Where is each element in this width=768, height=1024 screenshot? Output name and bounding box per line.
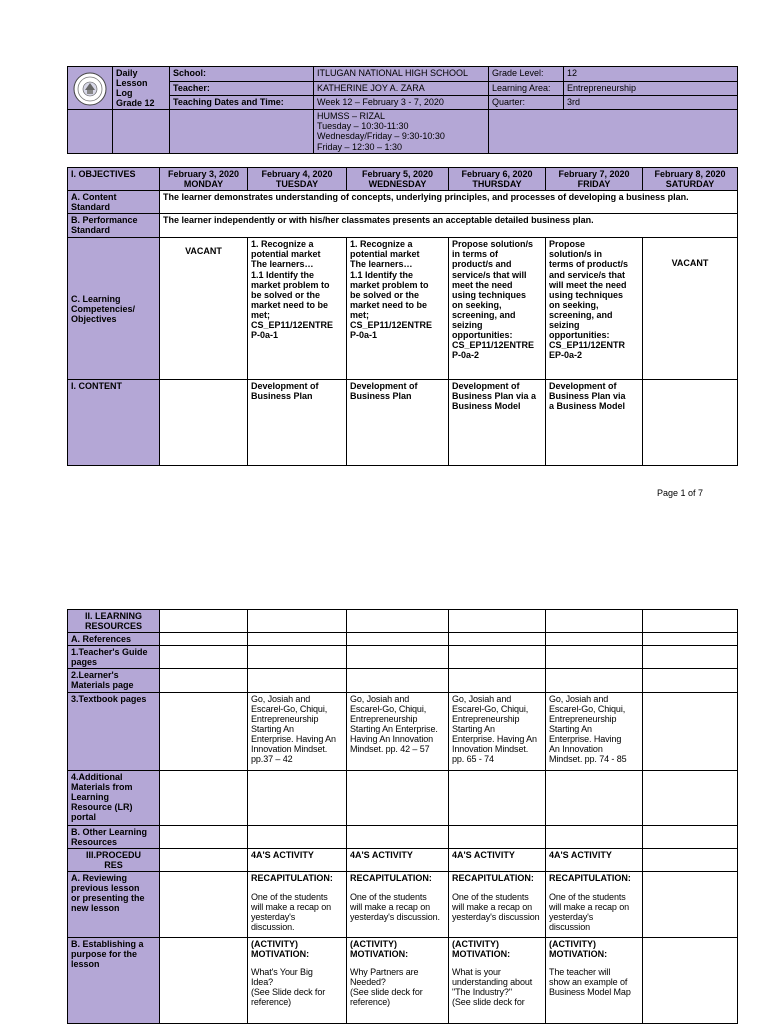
empty-cell xyxy=(248,610,347,633)
empty-cell xyxy=(347,646,449,669)
empty-cell xyxy=(546,633,643,646)
schedule-cell: HUMSS – RIZAL Tuesday – 10:30-11:30 Wednesday/Friday – 9:30-10:30 Friday – 12:30 – 1:30 xyxy=(314,110,489,154)
day-header-tuesday: February 4, 2020 TUESDAY xyxy=(248,168,347,191)
content-standard-label: A. Content Standard xyxy=(68,191,160,214)
teacher-value: KATHERINE JOY A. ZARA xyxy=(314,82,489,96)
textbook-wednesday: Go, Josiah and Escarel-Go, Chiqui, Entrepreneurship Starting An Enterprise. Having An Innovation Mindset. pp. 42 – 57 xyxy=(347,692,449,770)
day-header-saturday: February 8, 2020 SATURDAY xyxy=(643,168,738,191)
competency-friday: Propose solution/s in terms of product/s and service/s that will meet the need using techniques on seeking, screening, and seizing opportunities: CS_EP11/12ENTR EP-0a-2 xyxy=(546,238,643,380)
resources-heading: II. LEARNING RESOURCES xyxy=(68,610,160,633)
objectives-table xyxy=(67,167,738,466)
motivation-text: The teacher will show an example of Business Model Map xyxy=(549,967,631,998)
performance-standard-label: B. Performance Standard xyxy=(68,214,160,238)
learning-area-label: Learning Area: xyxy=(489,82,564,96)
content-label: I. CONTENT xyxy=(68,380,160,466)
textbook-friday: Go, Josiah and Escarel-Go, Chiqui, Entrepreneurship Starting An Enterprise. Having An Innovation Mindset. pp. 74 - 85 xyxy=(546,692,643,770)
empty-cell xyxy=(546,646,643,669)
performance-standard-text: The learner independently or with his/her classmates presents an acceptable detailed business plan. xyxy=(160,214,738,238)
empty-cell xyxy=(449,633,546,646)
activity-tuesday: 4A'S ACTIVITY xyxy=(248,848,347,871)
activity-friday: 4A'S ACTIVITY xyxy=(546,848,643,871)
activity-saturday xyxy=(643,848,738,871)
textbook-tuesday: Go, Josiah and Escarel-Go, Chiqui, Entrepreneurship Starting An Enterprise. Having An Innovation Mindset. pp.37 – 42 xyxy=(248,692,347,770)
content-saturday xyxy=(643,380,738,466)
empty-cell xyxy=(347,633,449,646)
empty-cell xyxy=(643,770,738,825)
empty-cell xyxy=(546,825,643,848)
content-wednesday: Development of Business Plan xyxy=(347,380,449,466)
motivation-tuesday xyxy=(248,937,347,1023)
quarter-label: Quarter: xyxy=(489,96,564,110)
school-label: School: xyxy=(170,67,314,82)
motivation-title: (ACTIVITY) MOTIVATION: xyxy=(350,938,409,959)
dll-title: Daily Lesson Log Grade 12 xyxy=(113,67,170,110)
dates-label: Teaching Dates and Time: xyxy=(170,96,314,110)
establishing-label: B. Establishing a purpose for the lesson xyxy=(68,937,160,1023)
empty-cell xyxy=(248,646,347,669)
recap-saturday xyxy=(643,871,738,937)
motivation-title: (ACTIVITY) MOTIVATION: xyxy=(452,938,511,959)
competency-monday: VACANT xyxy=(160,238,248,380)
empty-cell xyxy=(160,770,248,825)
recap-text: One of the students will make a recap on yesterday's discussion xyxy=(452,891,540,923)
empty-cell xyxy=(68,110,113,154)
recap-text: One of the students will make a recap on yesterday's discussion xyxy=(549,891,630,933)
day-header-monday: February 3, 2020 MONDAY xyxy=(160,168,248,191)
empty-cell xyxy=(160,633,248,646)
grade-label: Grade Level: xyxy=(489,67,564,82)
textbook-thursday: Go, Josiah and Escarel-Go, Chiqui, Entrepreneurship Starting An Enterprise. Having An Innovation Mindset. pp. 65 - 74 xyxy=(449,692,546,770)
empty-cell xyxy=(546,610,643,633)
empty-cell xyxy=(160,825,248,848)
additional-materials-label: 4.Additional Materials from Learning Resource (LR) portal xyxy=(68,770,160,825)
other-resources-label: B. Other Learning Resources xyxy=(68,825,160,848)
day-header-thursday: February 6, 2020 THURSDAY xyxy=(449,168,546,191)
objectives-heading: I. OBJECTIVES xyxy=(68,168,160,191)
empty-cell xyxy=(160,646,248,669)
empty-cell xyxy=(643,646,738,669)
content-standard-text: The learner demonstrates understanding of concepts, underlying principles, and processes of developing a business plan. xyxy=(160,191,738,214)
motivation-thursday xyxy=(449,937,546,1023)
content-tuesday: Development of Business Plan xyxy=(248,380,347,466)
motivation-monday xyxy=(160,937,248,1023)
teacher-label: Teacher: xyxy=(170,82,314,96)
recap-thursday xyxy=(449,871,546,937)
empty-cell xyxy=(449,669,546,692)
empty-cell xyxy=(248,669,347,692)
day-header-wednesday: February 5, 2020 WEDNESDAY xyxy=(347,168,449,191)
recap-monday xyxy=(160,871,248,937)
recap-title: RECAPITULATION: xyxy=(350,872,432,883)
empty-cell xyxy=(347,669,449,692)
empty-cell xyxy=(248,633,347,646)
content-friday: Development of Business Plan via a Business Model xyxy=(546,380,643,466)
recap-title: RECAPITULATION: xyxy=(251,872,333,883)
recap-friday xyxy=(546,871,643,937)
competency-wednesday: 1. Recognize a potential market The learners… 1.1 Identify the market problem to be solved or the market need to be met; CS_EP11/12ENTRE P-0a-1 xyxy=(347,238,449,380)
empty-cell xyxy=(643,610,738,633)
references-label: A. References xyxy=(68,633,160,646)
teachers-guide-label: 1.Teacher's Guide pages xyxy=(68,646,160,669)
empty-cell xyxy=(248,825,347,848)
school-value: ITLUGAN NATIONAL HIGH SCHOOL xyxy=(314,67,489,82)
competency-thursday: Propose solution/s in terms of product/s and service/s that will meet the need using techniques on seeking, screening, and seizing opportunities: CS_EP11/12ENTRE P-0a-2 xyxy=(449,238,546,380)
empty-cell xyxy=(347,610,449,633)
deped-seal-icon xyxy=(73,72,107,106)
textbook-label: 3.Textbook pages xyxy=(68,692,160,770)
motivation-text: What's Your Big Idea? (See Slide deck for reference) xyxy=(251,967,326,1008)
recap-title: RECAPITULATION: xyxy=(549,872,631,883)
motivation-saturday xyxy=(643,937,738,1023)
empty-cell xyxy=(449,646,546,669)
quarter-value: 3rd xyxy=(564,96,738,110)
procedures-heading: III.PROCEDU RES xyxy=(68,848,160,871)
recap-title: RECAPITULATION: xyxy=(452,872,534,883)
competency-saturday: VACANT xyxy=(643,238,738,380)
empty-cell xyxy=(643,633,738,646)
empty-cell xyxy=(160,669,248,692)
motivation-friday xyxy=(546,937,643,1023)
activity-monday xyxy=(160,848,248,871)
motivation-text: What is your understanding about "The Industry?" (See slide deck for xyxy=(452,967,533,1008)
textbook-saturday xyxy=(643,692,738,770)
reviewing-label: A. Reviewing previous lesson or presenting the new lesson xyxy=(68,871,160,937)
empty-cell xyxy=(449,770,546,825)
activity-thursday: 4A'S ACTIVITY xyxy=(449,848,546,871)
header-table xyxy=(67,66,738,154)
textbook-monday xyxy=(160,692,248,770)
dates-value: Week 12 – February 3 - 7, 2020 xyxy=(314,96,489,110)
empty-cell xyxy=(643,669,738,692)
empty-cell xyxy=(347,770,449,825)
motivation-title: (ACTIVITY) MOTIVATION: xyxy=(549,938,608,959)
motivation-text: Why Partners are Needed? (See slide deck for reference) xyxy=(350,967,423,1008)
empty-cell xyxy=(643,825,738,848)
recap-text: One of the students will make a recap on yesterday's discussion. xyxy=(350,891,440,923)
competency-tuesday: 1. Recognize a potential market The learners… 1.1 Identify the market problem to be solved or the market need to be met; CS_EP11/12ENTRE P-0a-1 xyxy=(248,238,347,380)
activity-wednesday: 4A'S ACTIVITY xyxy=(347,848,449,871)
grade-value: 12 xyxy=(564,67,738,82)
resources-table xyxy=(67,609,738,1024)
empty-cell xyxy=(546,770,643,825)
content-monday xyxy=(160,380,248,466)
day-header-friday: February 7, 2020 FRIDAY xyxy=(546,168,643,191)
competencies-label: C. Learning Competencies/ Objectives xyxy=(68,238,160,380)
content-thursday: Development of Business Plan via a Business Model xyxy=(449,380,546,466)
page-number: Page 1 of 7 xyxy=(657,488,704,498)
empty-cell xyxy=(113,110,170,154)
empty-cell xyxy=(347,825,449,848)
empty-cell xyxy=(449,610,546,633)
empty-cell xyxy=(170,110,314,154)
empty-cell xyxy=(160,610,248,633)
recap-text: One of the students will make a recap on yesterday's discussion. xyxy=(251,891,332,933)
learning-area-value: Entrepreneurship xyxy=(564,82,738,96)
motivation-wednesday xyxy=(347,937,449,1023)
deped-seal-cell xyxy=(68,67,113,110)
learners-materials-label: 2.Learner's Materials page xyxy=(68,669,160,692)
empty-cell xyxy=(449,825,546,848)
empty-cell xyxy=(489,110,738,154)
empty-cell xyxy=(248,770,347,825)
recap-wednesday xyxy=(347,871,449,937)
motivation-title: (ACTIVITY) MOTIVATION: xyxy=(251,938,310,959)
empty-cell xyxy=(546,669,643,692)
recap-tuesday xyxy=(248,871,347,937)
